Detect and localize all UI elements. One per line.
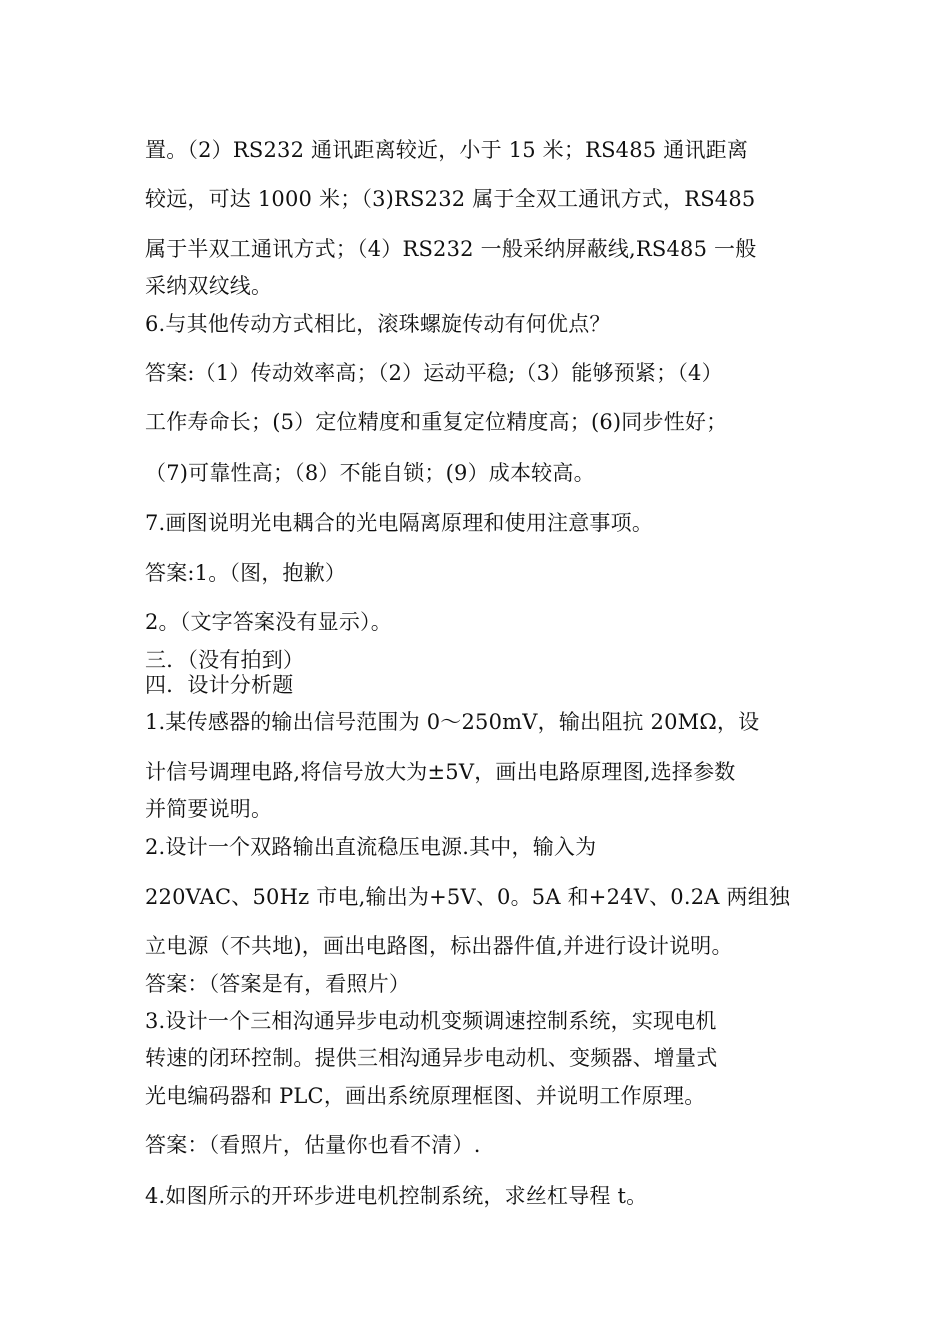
text-line: 并简要说明。 xyxy=(145,797,273,821)
text-line: （7)可靠性高；（8）不能自锁；(9）成本较高。 xyxy=(145,461,595,485)
answer-text: 答案:（1）传动效率高；（2）运动平稳;（3）能够预紧；（4） xyxy=(145,361,723,385)
text-line: 220VAC、50Hz 市电,输出为+5V、0。5A 和+24V、0.2A 两组独 xyxy=(145,885,791,909)
question-heading: 4.如图所示的开环步进电机控制系统，求丝杠导程 t。 xyxy=(145,1184,648,1208)
text-line: 2。（文字答案没有显示）。 xyxy=(145,610,392,634)
section-heading: 三．（没有拍到） xyxy=(145,648,305,672)
text-line: 采纳双纹线。 xyxy=(145,274,273,298)
text-line: 较远，可达 1000 米；（3)RS232 属于全双工通讯方式，RS485 xyxy=(145,187,756,211)
text-line: 工作寿命长；(5）定位精度和重复定位精度高；(6)同步性好； xyxy=(145,410,728,434)
text-line: 立电源（不共地)，画出电路图，标出器件值,并进行设计说明。 xyxy=(145,934,733,958)
question-heading: 3.设计一个三相沟通异步电动机变频调速控制系统，实现电机 xyxy=(145,1009,717,1033)
text-line: 转速的闭环控制。提供三相沟通异步电动机、变频器、增量式 xyxy=(145,1046,718,1070)
question-heading: 7.画图说明光电耦合的光电隔离原理和使用注意事项。 xyxy=(145,511,654,535)
answer-text: 答案：（看照片，估量你也看不清）. xyxy=(145,1133,481,1157)
question-heading: 6.与其他传动方式相比，滚珠螺旋传动有何优点？ xyxy=(145,312,611,336)
question-heading: 2.设计一个双路输出直流稳压电源.其中，输入为 xyxy=(145,835,597,859)
answer-text: 答案:1。（图，抱歉） xyxy=(145,561,347,585)
question-heading: 1.某传感器的输出信号范围为 0～250mV，输出阻抗 20MΩ，设 xyxy=(145,710,760,734)
text-line: 置。（2）RS232 通讯距离较近，小于 15 米；RS485 通讯距离 xyxy=(145,138,749,162)
text-line: 计信号调理电路,将信号放大为±5V，画出电路原理图,选择参数 xyxy=(145,760,736,784)
answer-text: 答案：（答案是有，看照片） xyxy=(145,972,411,996)
section-heading: 四．设计分析题 xyxy=(145,673,294,697)
text-line: 属于半双工通讯方式；（4）RS232 一般采纳屏蔽线,RS485 一般 xyxy=(145,237,757,261)
text-line: 光电编码器和 PLC，画出系统原理框图、并说明工作原理。 xyxy=(145,1084,706,1108)
